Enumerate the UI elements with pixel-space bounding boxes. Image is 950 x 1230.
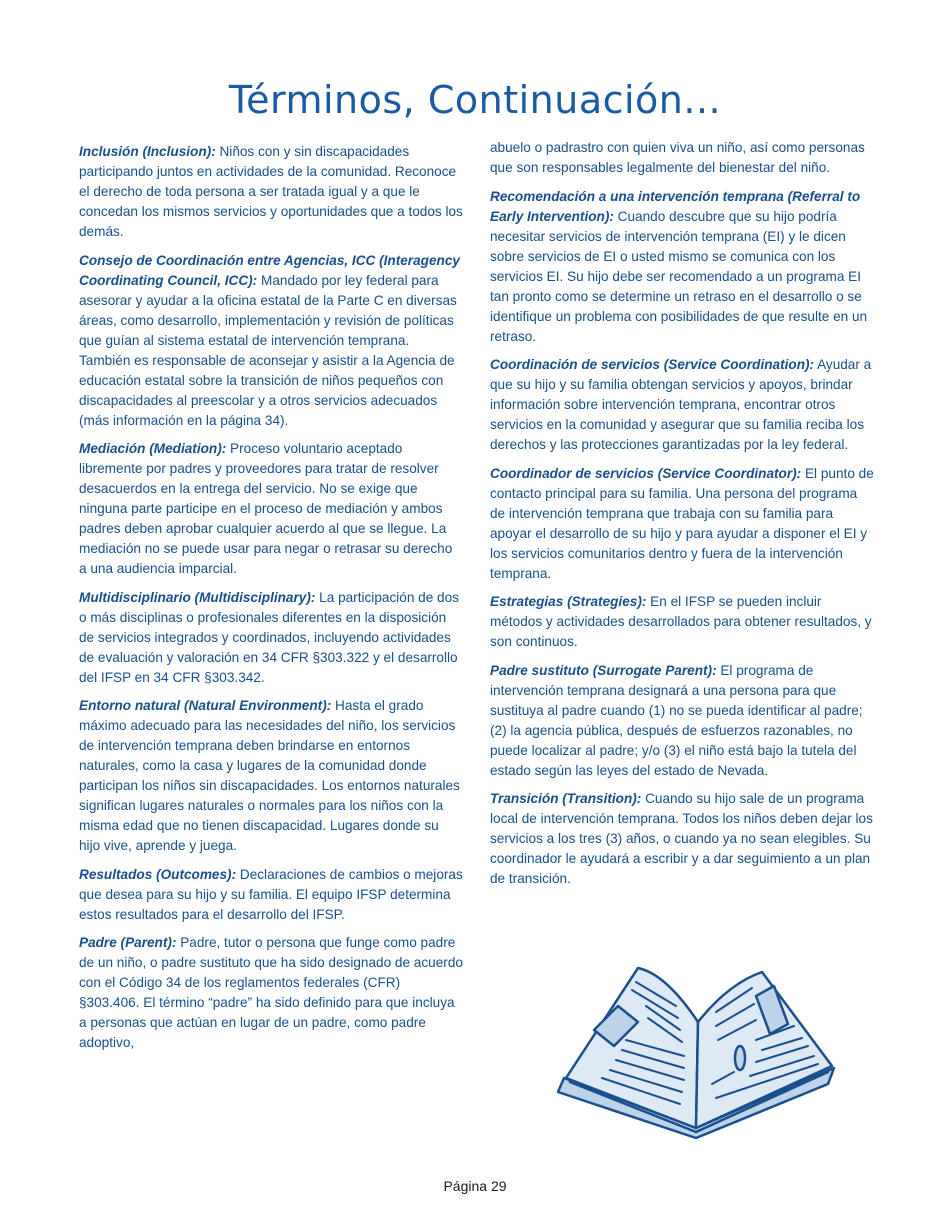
glossary-term: Inclusión (Inclusion): [79,144,216,159]
glossary-definition: El programa de intervención temprana designará a una persona para que sustituya al padre cuando (1) no se pueda identificar al padre; (2) la agencia pública, después de esfuerzos razonables, no puede localizar al padre; y/o (3) el niño está bajo la tutela del estado según las leyes del estado de Nevada. [490,662,863,778]
glossary-definition: El punto de contacto principal para su familia. Una persona del programa de intervención temprana que trabaja con su familia para apoyar el desarrollo de su hijo y para ayudar a disponer el EI y los servicios comunitarios dentro y fuera de la intervención temprana. [490,465,874,581]
glossary-term: Entorno natural (Natural Environment): [79,698,332,713]
glossary-definition: En el IFSP se pueden incluir métodos y actividades desarrollados para obtener resultados, y son continuos. [490,594,872,649]
glossary-entry [490,187,874,347]
glossary-term: Coordinador de servicios (Service Coordinator): [490,465,802,481]
glossary-definition: Cuando descubre que su hijo podría necesitar servicios de intervención temprana (EI) y le dicen sobre servicios de EI o usted mismo se comunica con los servicios EI. Su hijo debe ser recomendado a un programa EI tan pronto como se determine un retraso en el desarrollo o se identifique un problema con posibilidades de que resulte en un retraso. [490,208,868,344]
glossary-entry [490,464,874,584]
glossary-definition: La participación de dos o más disciplinas o profesionales diferentes en la disposición de servicios integrados y coordinados, incluyendo actividades de evaluación y valoración en 34 CFR §303.322 y el desarrollo del IFSP en 34 CFR §303.342. [79,589,459,685]
glossary-definition: Padre, tutor o persona que funge como padre de un niño, o padre sustituto que ha sido designado de acuerdo con el Código 34 de los reglamentos federales (CFR) §303.406. El término “padre” ha sido definido para que incluya a personas que actúan en lugar de un padre, como padre adoptivo, [79,935,463,1050]
glossary-entry-continued [490,138,874,178]
glossary-entry [79,142,463,242]
glossary-term: Consejo de Coordinación entre Agencias, ICC (Interagency Coordinating Council, ICC): [79,252,460,288]
glossary-entry [79,588,463,688]
open-book-icon [556,960,841,1140]
glossary-entry [490,355,874,455]
glossary-definition: Mandado por ley federal para asesorar y ayudar a la oficina estatal de la Parte C en diversas áreas, como desarrollo, implementación y revisión de políticas que guían al sistema estatal de intervención temprana. También es responsable de aconsejar y asistir a la Agencia de educación estatal sobre la transición de niños pequeños con discapacidades al preescolar y a otros servicios adecuados (más información en la página 34). [79,272,457,428]
glossary-definition: Hasta el grado máximo adecuado para las necesidades del niño, los servicios de intervención temprana deben brindarse en entornos naturales, como la casa y lugares de la comunidad donde participan los niños sin discapacidades. Los entornos naturales significan lugares naturales o normales para los niños con la misma edad que no tienen discapacidad. Lugares donde su hijo vive, aprende y juega. [79,698,460,853]
glossary-entry [79,696,463,856]
glossary-column-right [490,138,874,898]
glossary-column-left [79,142,463,1062]
glossary-entry [79,865,463,925]
page-title: Términos, Continuación... [228,78,722,122]
glossary-definition: abuelo o padrastro con quien viva un niño, así como personas que son responsables legalmente del bienestar del niño. [490,140,865,175]
glossary-definition: Cuando su hijo sale de un programa local de intervención temprana. Todos los niños deben dejar los servicios a los tres (3) años, o cuando ya no sean elegibles. Su coordinador le ayudará a escribir y a dar seguimiento a un plan de transición. [490,791,873,886]
glossary-definition: Declaraciones de cambios o mejoras que desea para su hijo y su familia. El equipo IFSP determina estos resultados para el desarrollo del IFSP. [79,866,463,922]
glossary-entry [79,933,463,1053]
glossary-term: Recomendación a una intervención temprana (Referral to Early Intervention): [490,188,861,224]
page-number: Página 29 [443,1178,507,1194]
glossary-entry [79,251,463,431]
glossary-entry [79,439,463,579]
glossary-term: Mediación (Mediation): [79,441,227,456]
glossary-entry [490,661,874,781]
glossary-term: Coordinación de servicios (Service Coordination): [490,357,815,372]
glossary-definition: Niños con y sin discapacidades participando juntos en actividades de la comunidad. Reconoce el derecho de toda persona a ser tratada igual y a que le concedan los mismos servicios y oportunidades que a todos los demás. [79,144,463,239]
glossary-term: Padre sustituto (Surrogate Parent): [490,662,717,678]
glossary-entry [490,789,874,889]
glossary-term: Resultados (Outcomes): [79,866,237,882]
glossary-term: Transición (Transition): [490,791,642,806]
glossary-entry [490,592,874,652]
glossary-term: Multidisciplinario (Multidisciplinary): [79,589,316,605]
glossary-definition: Ayudar a que su hijo y su familia obtengan servicios y apoyos, brindar información sobre intervención temprana, encontrar otros servicios en la comunidad y asegurar que su familia reciba los derechos y las protecciones garantizadas por la ley federal. [490,357,872,452]
glossary-definition: Proceso voluntario aceptado libremente por padres y proveedores para tratar de resolver desacuerdos en la entrega del servicio. No se exige que ninguna parte participe en el proceso de mediación y ambos padres deben aprobar cualquier acuerdo al que se llegue. La mediación no se puede usar para negar o retrasar su derecho a una audiencia imparcial. [79,441,453,576]
glossary-term: Estrategias (Strategies): [490,594,647,609]
glossary-term: Padre (Parent): [79,935,177,950]
